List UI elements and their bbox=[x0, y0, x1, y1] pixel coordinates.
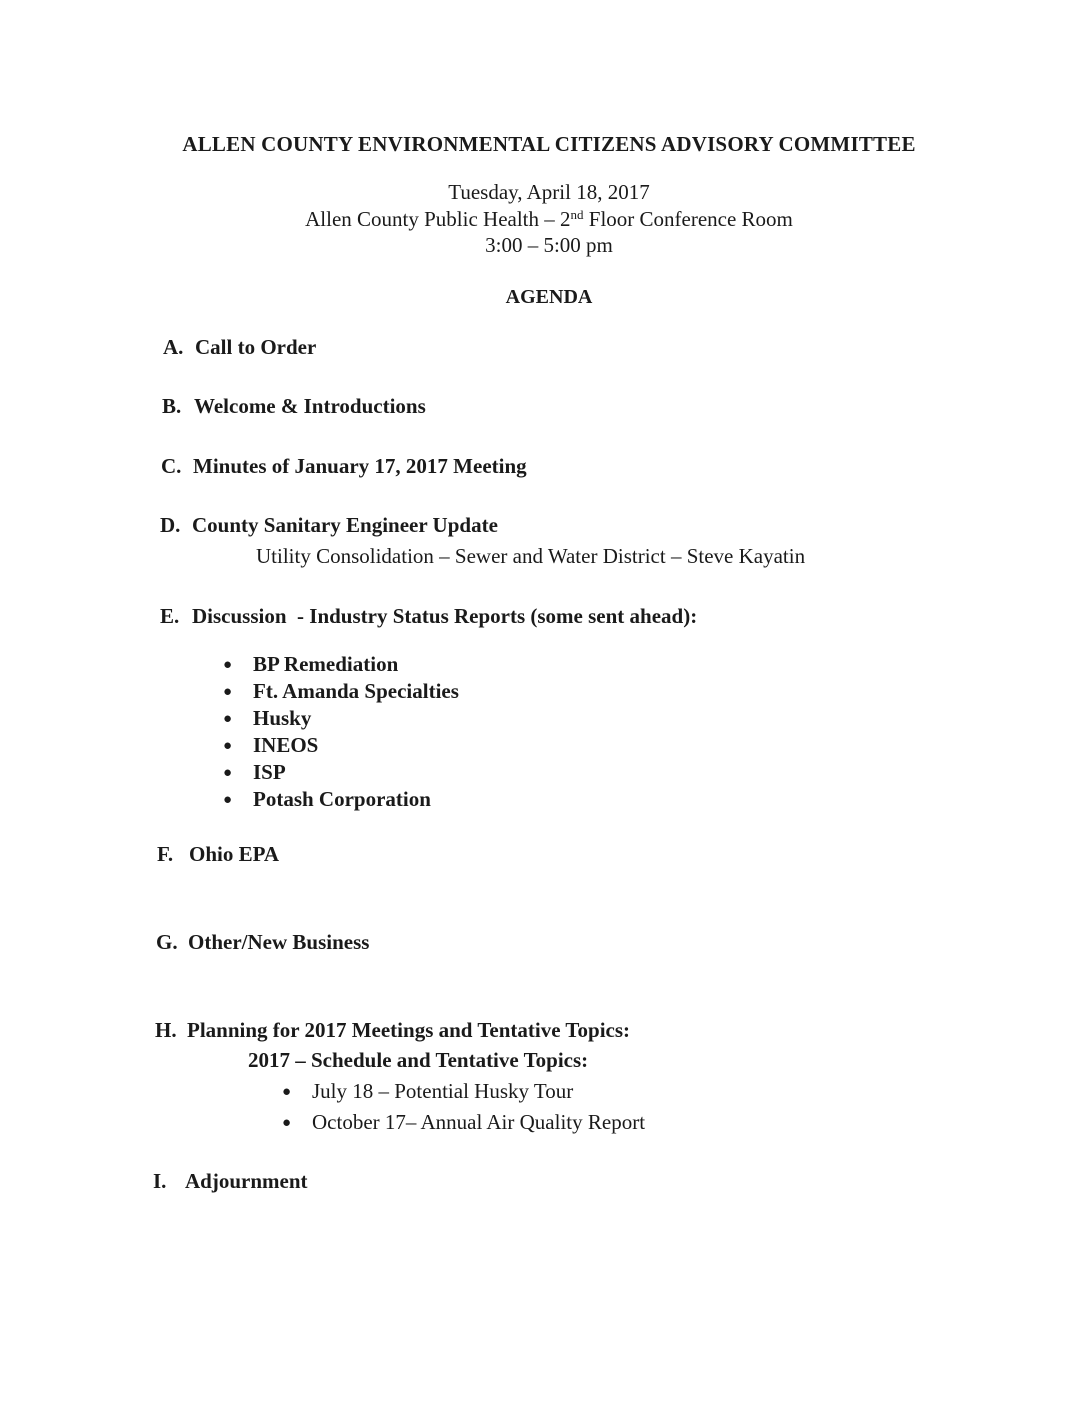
list-item: ● Potash Corporation bbox=[223, 787, 431, 811]
agenda-item-d: D. County Sanitary Engineer Update bbox=[160, 513, 498, 537]
list-item: ● Husky bbox=[223, 706, 312, 730]
list-item: ● BP Remediation bbox=[223, 652, 399, 676]
agenda-item-e: E. Discussion - Industry Status Reports (some sent ahead): bbox=[160, 604, 698, 628]
agenda-item-d-detail: Utility Consolidation – Sewer and Water District – Steve Kayatin bbox=[256, 544, 806, 568]
agenda-heading: AGENDA bbox=[505, 286, 593, 308]
agenda-item-g: G. Other/New Business bbox=[156, 930, 370, 954]
agenda-item-f: F. Ohio EPA bbox=[157, 842, 280, 866]
agenda-item-i: I. Adjournment bbox=[153, 1169, 308, 1193]
list-item: ● October 17– Annual Air Quality Report bbox=[282, 1110, 646, 1134]
list-item: ● Ft. Amanda Specialties bbox=[223, 679, 459, 703]
list-item: ● July 18 – Potential Husky Tour bbox=[282, 1079, 574, 1103]
committee-title: ALLEN COUNTY ENVIRONMENTAL CITIZENS ADVISORY COMMITTEE bbox=[182, 132, 916, 156]
agenda-item-b: B. Welcome & Introductions bbox=[162, 394, 426, 418]
meeting-location: Allen County Public Health – 2nd Floor Conference Room bbox=[305, 207, 793, 231]
agenda-item-a: A. Call to Order bbox=[163, 335, 317, 359]
agenda-item-h: H. Planning for 2017 Meetings and Tentative Topics: bbox=[155, 1018, 631, 1042]
agenda-item-c: C. Minutes of January 17, 2017 Meeting bbox=[161, 454, 527, 478]
list-item: ● INEOS bbox=[223, 733, 319, 757]
meeting-time: 3:00 – 5:00 pm bbox=[485, 233, 613, 257]
agenda-item-h-subheading: 2017 – Schedule and Tentative Topics: bbox=[248, 1048, 589, 1072]
list-item: ● ISP bbox=[223, 760, 286, 784]
meeting-date: Tuesday, April 18, 2017 bbox=[448, 180, 650, 204]
